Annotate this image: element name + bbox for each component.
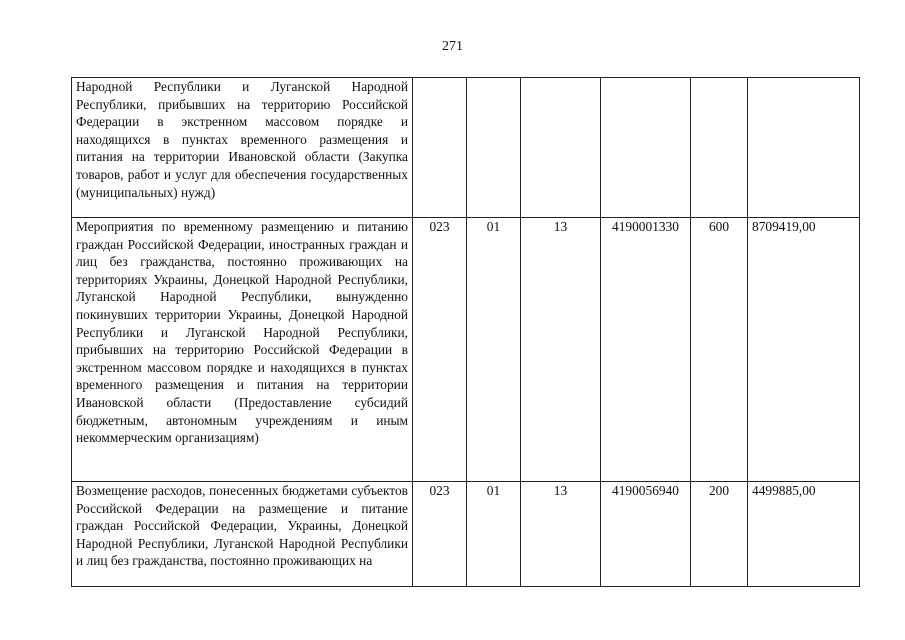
expense-type-code: 200 xyxy=(691,482,748,587)
expense-description: Народной Республики и Луганской Народной Республики, прибывших на территорию Российской Федерации в экстренном массовом порядке и находящихся в пунктах временного размещения и питания на территории Ивановской области (Закупка товаров, работ и услуг для обеспечения государственных (муниципальных) нужд) xyxy=(72,78,413,218)
subsection-code xyxy=(521,78,601,218)
target-article-code xyxy=(601,78,691,218)
amount: 4499885,00 xyxy=(748,482,860,587)
budget-table xyxy=(71,77,860,587)
expense-type-code: 600 xyxy=(691,218,748,482)
subsection-code: 13 xyxy=(521,218,601,482)
subsection-code: 13 xyxy=(521,482,601,587)
target-article-code: 4190056940 xyxy=(601,482,691,587)
section-code: 01 xyxy=(467,482,521,587)
target-article-code: 4190001330 xyxy=(601,218,691,482)
table-row xyxy=(72,482,860,587)
table-row xyxy=(72,218,860,482)
expense-type-code xyxy=(691,78,748,218)
amount: 8709419,00 xyxy=(748,218,860,482)
section-code: 01 xyxy=(467,218,521,482)
expense-description: Мероприятия по временному размещению и питанию граждан Российской Федерации, иностранных граждан и лиц без гражданства, постоянно проживающих на территориях Украины, Донецкой Народной Республики, Луганской Народной Республики, вынужденно покинувших территории Украины, Донецкой Народной Республики и Луганской Народной Республики, прибывших на территорию Российской Федерации в экстренном массовом порядке и находящихся в пунктах временного размещения и питания на территории Ивановской области (Предоставление субсидий бюджетным, автономным учреждениям и иным некоммерческим организациям) xyxy=(72,218,413,482)
ministry-code: 023 xyxy=(413,482,467,587)
expense-description: Возмещение расходов, понесенных бюджетами субъектов Российской Федерации на размещение и питание граждан Российской Федерации, Украины, Донецкой Народной Республики, Луганской Народной Республики и лиц без гражданства, постоянно проживающих на xyxy=(72,482,413,587)
ministry-code: 023 xyxy=(413,218,467,482)
page-number: 271 xyxy=(442,39,463,54)
amount xyxy=(748,78,860,218)
ministry-code xyxy=(413,78,467,218)
table-row xyxy=(72,78,860,218)
section-code xyxy=(467,78,521,218)
